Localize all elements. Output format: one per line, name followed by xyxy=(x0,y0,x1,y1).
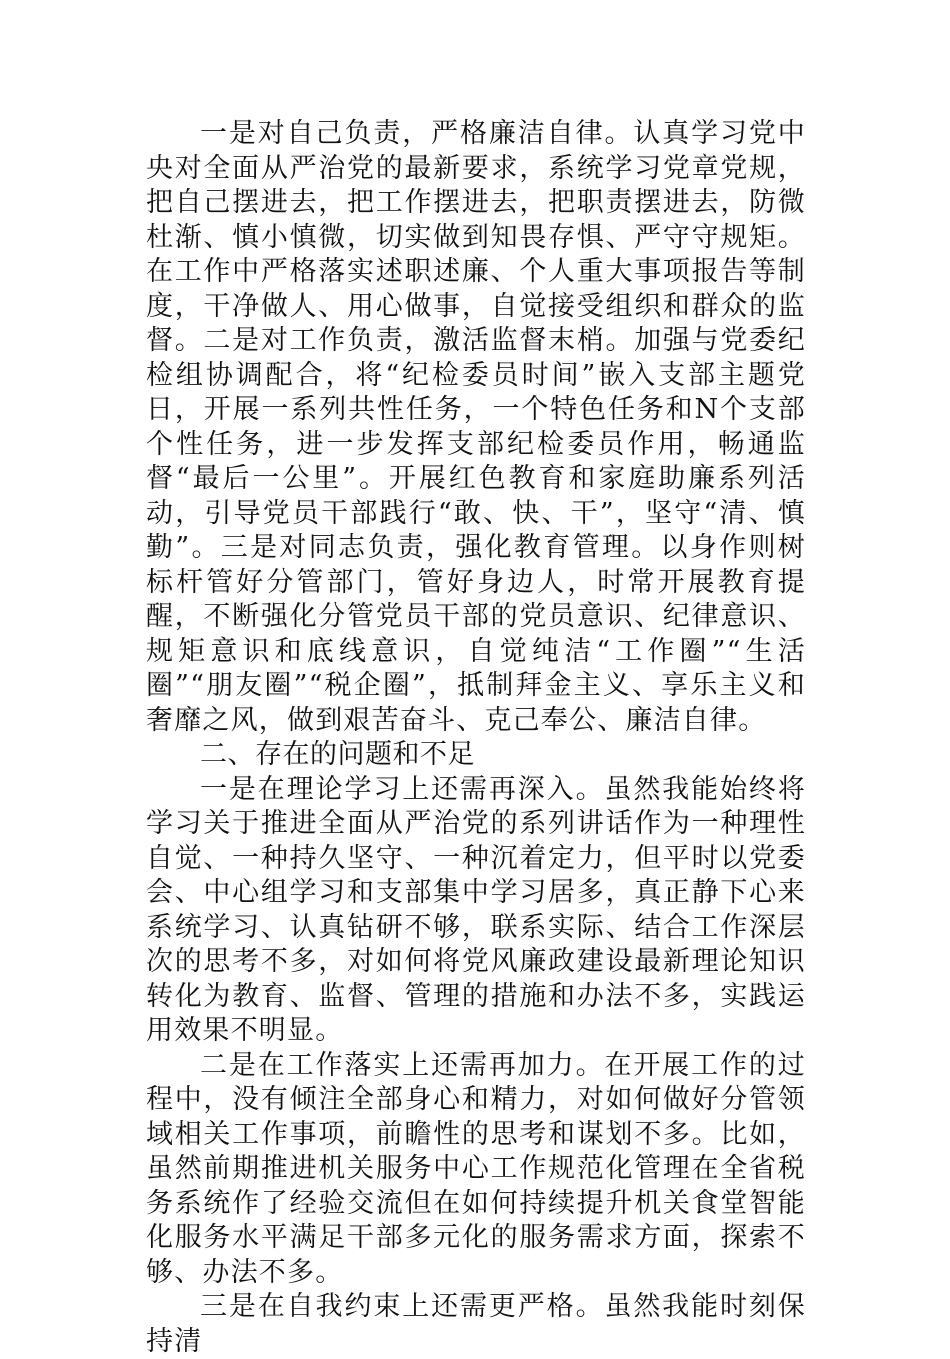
paragraph-responsibility: 一是对自己负责，严格廉洁自律。认真学习党中央对全面从严治党的最新要求，系统学习党章党规，把自己摆进去，把工作摆进去，把职责摆进去，防微杜渐、慎小慎微，切实做到知畏存惧、严守守规矩。在工作中严格落实述职述廉、个人重大事项报告等制度，干净做人、用心做事，自觉接受组织和群众的监督。二是对工作负责，激活监督末梢。加强与党委纪检组协调配合，将“纪检委员时间”嵌入支部主题党日，开展一系列共性任务，一个特色任务和N个支部个性任务，进一步发挥支部纪检委员作用，畅通监督“最后一公里”。开展红色教育和家庭助廉系列活动，引导党员干部践行“敢、快、干”，坚守“清、慎勤”。三是对同志负责，强化教育管理。以身作则树标杆管好分管部门，管好身边人，时常开展教育提醒，不断强化分管党员干部的党员意识、纪律意识、规矩意识和底线意识，自觉纯洁“工作圈”“生活圈”“朋友圈”“税企圈”，抵制拜金主义、享乐主义和奢靡之风，做到艰苦奋斗、克己奉公、廉洁自律。 xyxy=(146,118,806,736)
paragraph-work-implementation: 二是在工作落实上还需再加力。在开展工作的过程中，没有倾注全部身心和精力，对如何做好分管领域相关工作事项，前瞻性的思考和谋划不多。比如，虽然前期推进机关服务中心工作规范化管理在全省税务系统作了经验交流但在如何持续提升机关食堂智能化服务水平满足干部多元化的服务需求方面，探索不够、办法不多。 xyxy=(146,1049,806,1288)
section-heading-problems: 二、存在的问题和不足 xyxy=(200,739,475,770)
document-body xyxy=(146,117,806,1359)
paragraph-self-discipline: 三是在自我约束上还需更严格。虽然我能时刻保持清 xyxy=(146,1291,806,1357)
paragraph-theory-study: 一是在理论学习上还需再深入。虽然我能始终将学习关于推进全面从严治党的系列讲话作为一种理性自觉、一种持久坚守、一种沉着定力，但平时以党委会、中心组学习和支部集中学习居多，真正静下心来系统学习、认真钻研不够，联系实际、结合工作深层次的思考不多，对如何将党风廉政建设最新理论知识转化为教育、监督、管理的措施和办法不多，实践运用效果不明显。 xyxy=(146,773,806,1046)
